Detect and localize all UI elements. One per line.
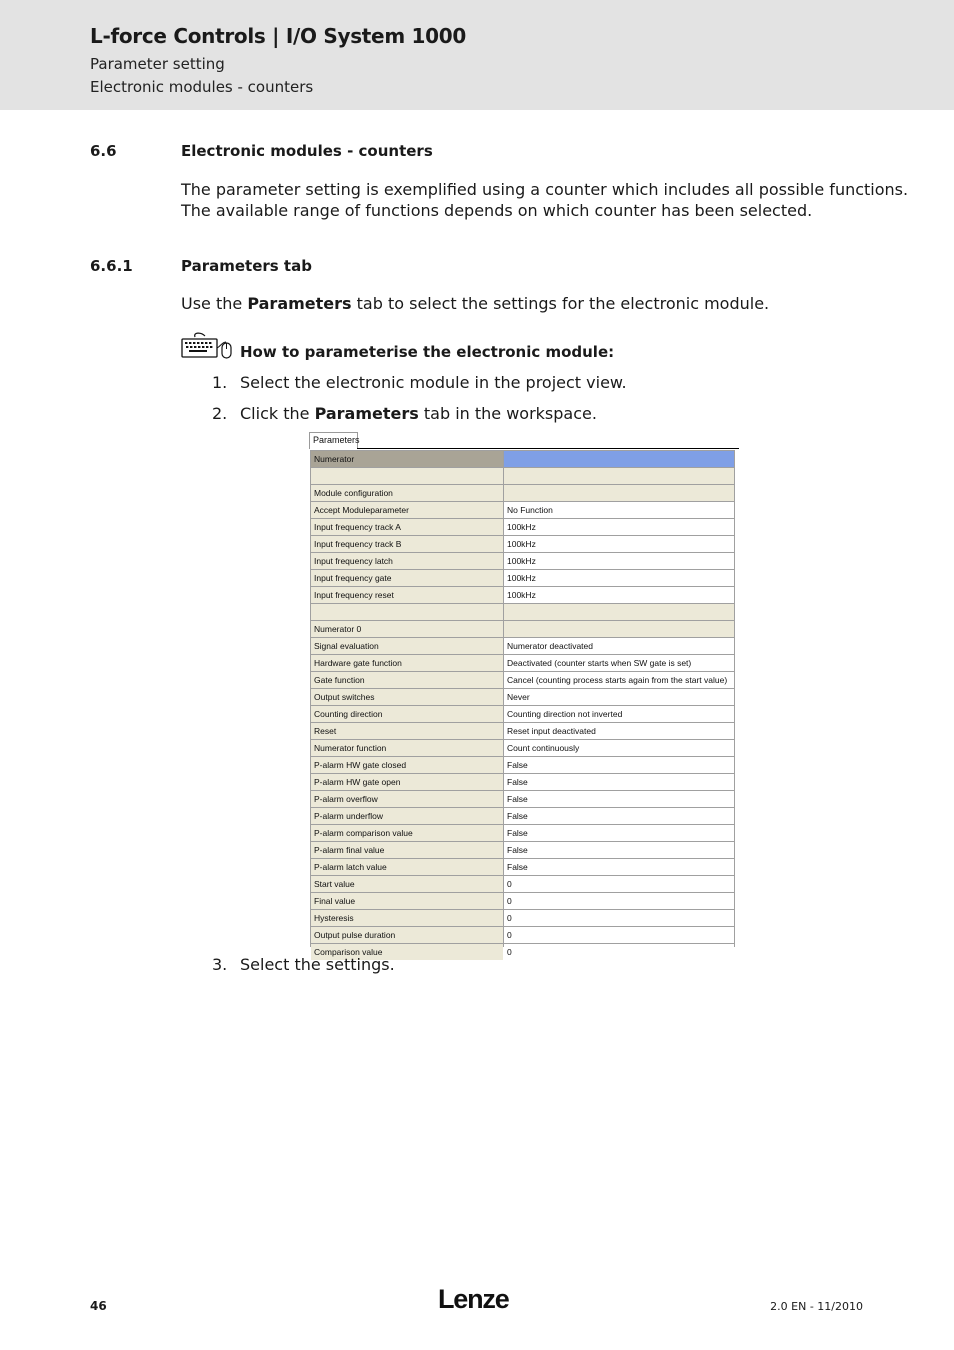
parameter-name: Input frequency reset: [311, 587, 503, 603]
parameter-name: Numerator 0: [311, 621, 503, 637]
parameter-row[interactable]: [310, 876, 735, 892]
parameter-row[interactable]: [310, 757, 735, 773]
parameter-name: [311, 468, 503, 484]
parameter-row[interactable]: [310, 910, 735, 926]
step-number: 1.: [212, 373, 228, 392]
step-text-after: tab in the workspace.: [418, 404, 597, 423]
parameter-value[interactable]: 0: [504, 927, 734, 943]
parameter-name: Hysteresis: [311, 910, 503, 926]
parameter-name: P-alarm underflow: [311, 808, 503, 824]
parameter-value[interactable]: Never: [504, 689, 734, 705]
parameter-value[interactable]: [504, 604, 734, 620]
parameter-value[interactable]: 100kHz: [504, 553, 734, 569]
parameter-row[interactable]: [310, 808, 735, 824]
parameter-row[interactable]: [310, 536, 735, 552]
use-text-bold: Parameters: [247, 294, 352, 313]
parameter-value[interactable]: 100kHz: [504, 519, 734, 535]
step-number: 3.: [212, 955, 228, 974]
step-text-before: Click the: [240, 404, 315, 423]
parameter-name: P-alarm HW gate open: [311, 774, 503, 790]
parameter-name: Numerator: [311, 451, 503, 467]
parameter-row[interactable]: [310, 740, 735, 756]
parameter-row[interactable]: [310, 927, 735, 943]
use-paragraph: [181, 293, 769, 314]
parameters-screenshot: [308, 432, 739, 957]
parameter-name: Input frequency latch: [311, 553, 503, 569]
lenze-logo: Lenze: [438, 1284, 509, 1314]
document-version: 2.0 EN - 11/2010: [770, 1300, 863, 1313]
parameter-name: Start value: [311, 876, 503, 892]
parameter-name: Input frequency gate: [311, 570, 503, 586]
parameter-value[interactable]: False: [504, 791, 734, 807]
parameter-name: P-alarm overflow: [311, 791, 503, 807]
parameter-row[interactable]: [310, 587, 735, 603]
parameter-name: Module configuration: [311, 485, 503, 501]
parameter-name: Final value: [311, 893, 503, 909]
parameter-value[interactable]: No Function: [504, 502, 734, 518]
parameter-value[interactable]: False: [504, 757, 734, 773]
parameter-row[interactable]: [310, 893, 735, 909]
document-title: L-force Controls | I/O System 1000: [90, 24, 466, 48]
parameter-name: Accept Moduleparameter: [311, 502, 503, 518]
tab-parameters[interactable]: Parameters: [309, 432, 358, 449]
parameter-value[interactable]: Count continuously: [504, 740, 734, 756]
parameter-row[interactable]: [310, 638, 735, 654]
parameter-name: Hardware gate function: [311, 655, 503, 671]
parameter-name: Input frequency track B: [311, 536, 503, 552]
parameter-row[interactable]: [310, 723, 735, 739]
parameter-row[interactable]: [310, 774, 735, 790]
step-number: 2.: [212, 404, 228, 423]
page-number: 46: [90, 1299, 107, 1313]
parameter-name: Counting direction: [311, 706, 503, 722]
parameter-name: Input frequency track A: [311, 519, 503, 535]
subsection-title: Parameters tab: [181, 257, 312, 275]
parameter-row[interactable]: [310, 689, 735, 705]
parameter-row[interactable]: [310, 451, 735, 467]
parameter-value[interactable]: 0: [504, 893, 734, 909]
intro-line: The available range of functions depends on which counter has been selected.: [181, 201, 813, 220]
parameter-value[interactable]: Cancel (counting process starts again from the start value): [504, 672, 734, 688]
parameter-value[interactable]: 100kHz: [504, 587, 734, 603]
parameter-row[interactable]: [310, 621, 735, 637]
parameter-row[interactable]: [310, 859, 735, 875]
parameter-row[interactable]: [310, 791, 735, 807]
parameter-name: P-alarm comparison value: [311, 825, 503, 841]
parameter-row[interactable]: [310, 502, 735, 518]
keyboard-mouse-icon: [181, 330, 233, 360]
parameter-value[interactable]: False: [504, 808, 734, 824]
parameter-name: Output pulse duration: [311, 927, 503, 943]
use-text-after: tab to select the settings for the electronic module.: [351, 294, 770, 313]
intro-line: The parameter setting is exemplified using a counter which includes all possible functions.: [181, 180, 909, 199]
parameter-row[interactable]: [310, 825, 735, 841]
intro-paragraph: [181, 179, 908, 221]
howto-title: How to parameterise the electronic module:: [240, 343, 615, 361]
parameter-value[interactable]: Counting direction not inverted: [504, 706, 734, 722]
parameter-value[interactable]: 0: [504, 910, 734, 926]
parameter-row[interactable]: [310, 553, 735, 569]
parameter-value[interactable]: False: [504, 842, 734, 858]
chapter-title: Parameter setting: [90, 55, 225, 73]
subsection-number: 6.6.1: [90, 257, 133, 275]
parameter-value[interactable]: 100kHz: [504, 536, 734, 552]
parameter-value[interactable]: [504, 621, 734, 637]
section-title: Electronic modules - counters: [181, 142, 433, 160]
parameter-value[interactable]: 100kHz: [504, 570, 734, 586]
section-breadcrumb: Electronic modules - counters: [90, 78, 314, 96]
parameter-name: [311, 604, 503, 620]
parameter-name: Gate function: [311, 672, 503, 688]
parameter-value[interactable]: [504, 451, 734, 467]
use-text-before: Use the: [181, 294, 248, 313]
parameter-name: Numerator function: [311, 740, 503, 756]
parameter-row[interactable]: [310, 672, 735, 688]
parameter-row[interactable]: [310, 706, 735, 722]
parameter-name: Reset: [311, 723, 503, 739]
parameter-value[interactable]: False: [504, 825, 734, 841]
step-text: [240, 404, 597, 423]
parameter-row[interactable]: [310, 842, 735, 858]
parameter-value[interactable]: 0: [504, 876, 734, 892]
step-text-bold: Parameters: [314, 404, 419, 423]
parameter-name: Signal evaluation: [311, 638, 503, 654]
parameter-grid: [310, 450, 735, 957]
parameter-value[interactable]: 0: [504, 944, 734, 960]
tab-underline: [357, 448, 739, 449]
parameter-value[interactable]: Reset input deactivated: [504, 723, 734, 739]
section-number: 6.6: [90, 142, 117, 160]
step-text: Select the electronic module in the project view.: [240, 373, 627, 392]
parameter-value[interactable]: False: [504, 859, 734, 875]
page-header: [0, 0, 954, 110]
parameter-name: Comparison value: [311, 944, 503, 960]
parameter-row[interactable]: [310, 655, 735, 671]
parameter-row[interactable]: [310, 519, 735, 535]
parameter-row[interactable]: [310, 485, 735, 501]
parameter-value[interactable]: Deactivated (counter starts when SW gate is set): [504, 655, 734, 671]
parameter-row[interactable]: [310, 604, 735, 620]
parameter-value[interactable]: Numerator deactivated: [504, 638, 734, 654]
parameter-name: Output switches: [311, 689, 503, 705]
parameter-value[interactable]: [504, 468, 734, 484]
parameter-row[interactable]: [310, 570, 735, 586]
parameter-value[interactable]: False: [504, 774, 734, 790]
parameter-name: P-alarm HW gate closed: [311, 757, 503, 773]
parameter-value[interactable]: [504, 485, 734, 501]
parameter-name: P-alarm final value: [311, 842, 503, 858]
parameter-row[interactable]: [310, 468, 735, 484]
step-text: Select the settings.: [240, 955, 395, 974]
parameter-name: P-alarm latch value: [311, 859, 503, 875]
